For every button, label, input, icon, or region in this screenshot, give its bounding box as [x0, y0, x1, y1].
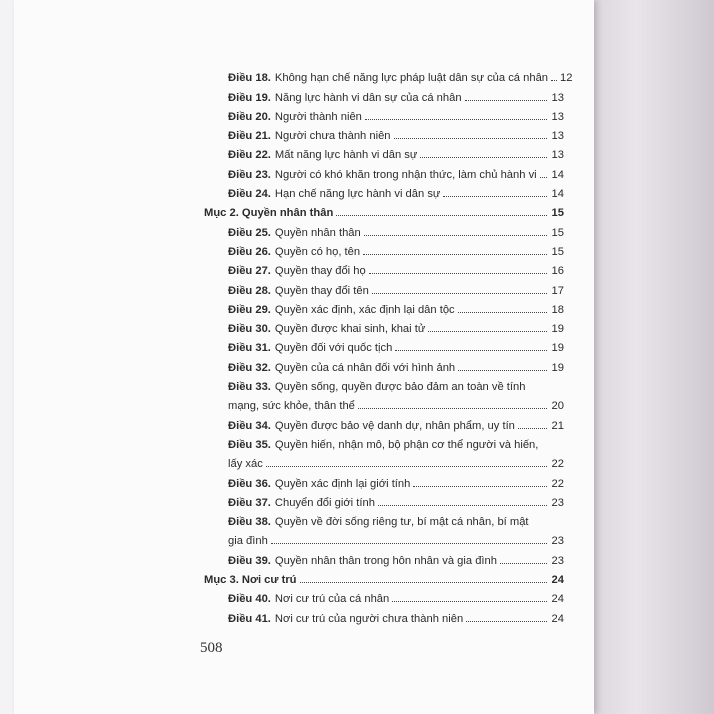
article-title: Quyền nhân thân — [274, 226, 361, 239]
article-number: Điều 20. — [228, 110, 271, 123]
dot-leader — [413, 486, 547, 487]
page-ref: 16 — [551, 265, 564, 278]
dot-leader — [458, 370, 547, 371]
toc-entry-row — [204, 104, 564, 123]
toc-entry-row — [204, 142, 564, 161]
toc-entry-line-1 — [228, 432, 564, 451]
article-number: Điều 35. — [228, 438, 271, 451]
article-title: Quyền hiến, nhận mô, bộ phận cơ thể người và hiến, — [274, 438, 539, 451]
article-title: Quyền được khai sinh, khai tử — [274, 323, 426, 336]
dot-leader — [428, 331, 547, 332]
page-ref: 13 — [551, 149, 564, 162]
article-number: Điều 32. — [228, 361, 271, 374]
page-ref: 15 — [551, 245, 564, 258]
page-ref: 14 — [551, 168, 564, 181]
dot-leader — [378, 505, 547, 506]
article-title: Quyền thay đổi tên — [274, 284, 369, 297]
toc-entry-row — [204, 65, 573, 85]
page-ref: 15 — [551, 207, 564, 220]
article-number: Điều 33. — [228, 381, 271, 394]
dot-leader — [394, 138, 547, 139]
toc-entry-line-1 — [228, 509, 564, 528]
toc-entry-row — [204, 161, 564, 180]
article-number: Điều 28. — [228, 284, 271, 297]
article-number: Điều 25. — [228, 226, 271, 239]
dot-leader — [300, 582, 547, 583]
article-number: Điều 31. — [228, 342, 271, 355]
article-number: Điều 26. — [228, 245, 271, 258]
dot-leader — [551, 80, 557, 81]
article-title: Người thành niên — [274, 110, 362, 123]
dot-leader — [466, 621, 547, 622]
article-title: Quyền được bảo vệ danh dự, nhân phẩm, uy tín — [274, 419, 515, 432]
dot-leader — [395, 350, 547, 351]
page-ref: 13 — [551, 110, 564, 123]
article-title: Quyền sống, quyền được bảo đảm an toàn về tính — [274, 381, 526, 394]
article-title: Người chưa thành niên — [274, 130, 391, 143]
page-number: 508 — [200, 640, 223, 656]
article-number: Điều 39. — [228, 554, 271, 567]
page-ref: 13 — [551, 130, 564, 143]
dot-leader — [336, 215, 547, 216]
toc-entry-row — [204, 412, 564, 431]
toc-entry-row — [204, 84, 564, 103]
table-of-contents — [204, 65, 573, 625]
toc-entry-row — [204, 219, 564, 238]
toc-entry-line-2 — [228, 528, 564, 547]
article-title: Chuyển đổi giới tính — [274, 496, 375, 509]
page-ref: 17 — [551, 284, 564, 297]
dot-leader — [266, 466, 547, 467]
article-number: Điều 36. — [228, 477, 271, 490]
article-title: Năng lực hành vi dân sự của cá nhân — [274, 91, 462, 104]
toc-entry-row — [204, 490, 564, 509]
toc-entry-row — [204, 316, 564, 335]
page-ref: 13 — [551, 91, 564, 104]
article-number: Điều 40. — [228, 593, 271, 606]
article-number: Điều 41. — [228, 612, 271, 625]
article-number: Điều 30. — [228, 323, 271, 336]
page-ref: 22 — [551, 477, 564, 490]
article-title: Nơi cư trú của cá nhân — [274, 593, 390, 606]
dot-leader — [372, 293, 547, 294]
toc-entry-row — [204, 258, 564, 277]
article-number: Điều 27. — [228, 265, 271, 278]
article-number: Điều 34. — [228, 419, 271, 432]
article-title: Người có khó khăn trong nhận thức, làm chủ hành vi — [274, 168, 537, 181]
toc-section-row — [204, 200, 564, 219]
article-number: Điều 23. — [228, 168, 271, 181]
dot-leader — [358, 408, 547, 409]
toc-entry-row — [204, 354, 564, 373]
page-ref: 24 — [551, 593, 564, 606]
section-title: Mục 3. Nơi cư trú — [204, 574, 297, 587]
article-title: Quyền có họ, tên — [274, 245, 361, 258]
dot-leader — [500, 563, 547, 564]
toc-entry-row — [204, 277, 564, 296]
article-title: Nơi cư trú của người chưa thành niên — [274, 612, 464, 625]
dot-leader — [540, 177, 547, 178]
article-title: Quyền về đời sống riêng tư, bí mật cá nhân, bí mật — [274, 516, 529, 529]
dot-leader — [443, 196, 547, 197]
page-ref: 19 — [551, 361, 564, 374]
toc-entry-row — [204, 470, 564, 489]
toc-entry-row — [204, 547, 564, 566]
dot-leader — [363, 254, 547, 255]
dot-leader — [465, 100, 547, 101]
page-ref: 19 — [551, 342, 564, 355]
toc-entry-row — [204, 297, 564, 316]
article-number: Điều 22. — [228, 149, 271, 162]
page-ref: 15 — [551, 226, 564, 239]
toc-entry-row — [204, 509, 564, 548]
page-ref: 21 — [551, 419, 564, 432]
dot-leader — [392, 601, 547, 602]
page-ref: 24 — [551, 574, 564, 587]
article-number: Điều 38. — [228, 516, 271, 529]
article-number: Điều 19. — [228, 91, 271, 104]
page-ref: 18 — [551, 303, 564, 316]
page-ref: 22 — [551, 458, 564, 471]
dot-leader — [271, 543, 547, 544]
toc-entry-row — [204, 605, 564, 624]
book-page — [14, 0, 594, 714]
page-ref: 23 — [551, 535, 564, 548]
page-ref: 24 — [551, 612, 564, 625]
toc-entry-row — [204, 335, 564, 354]
page-ref: 23 — [551, 554, 564, 567]
dot-leader — [518, 428, 547, 429]
article-number: Điều 21. — [228, 130, 271, 143]
toc-entry-row — [204, 239, 564, 258]
toc-entry-row — [204, 374, 564, 413]
article-title: Quyền của cá nhân đối với hình ảnh — [274, 361, 456, 374]
toc-entry-row — [204, 432, 564, 471]
article-number: Điều 18. — [228, 72, 271, 85]
article-title: Quyền thay đổi họ — [274, 265, 366, 278]
dot-leader — [364, 235, 547, 236]
toc-entry-row — [204, 123, 564, 142]
article-title: Quyền xác định, xác định lại dân tộc — [274, 303, 455, 316]
page-ref: 23 — [551, 496, 564, 509]
article-number: Điều 24. — [228, 188, 271, 201]
toc-entry-line-1 — [228, 374, 564, 393]
dot-leader — [365, 119, 547, 120]
article-title-continued: lấy xác — [228, 458, 263, 471]
page-ref: 14 — [551, 188, 564, 201]
toc-section-row — [204, 567, 564, 586]
dot-leader — [458, 312, 547, 313]
page-ref: 12 — [560, 72, 573, 85]
article-title-continued: mạng, sức khỏe, thân thể — [228, 400, 355, 413]
toc-entry-line-2 — [228, 451, 564, 470]
background-edge — [584, 0, 714, 714]
article-title: Không hạn chế năng lực pháp luật dân sự của cá nhân — [274, 72, 549, 85]
article-title: Quyền xác định lại giới tính — [274, 477, 411, 490]
article-title: Mất năng lực hành vi dân sự — [274, 149, 418, 162]
article-title-continued: gia đình — [228, 535, 268, 548]
article-number: Điều 37. — [228, 496, 271, 509]
page-ref: 20 — [551, 400, 564, 413]
article-number: Điều 29. — [228, 303, 271, 316]
dot-leader — [420, 157, 547, 158]
section-title: Mục 2. Quyền nhân thân — [204, 207, 334, 220]
toc-entry-line-2 — [228, 393, 564, 412]
page-ref: 19 — [551, 323, 564, 336]
toc-entry-row — [204, 586, 564, 605]
dot-leader — [369, 273, 547, 274]
article-title: Quyền đối với quốc tịch — [274, 342, 393, 355]
article-title: Hạn chế năng lực hành vi dân sự — [274, 188, 441, 201]
article-title: Quyền nhân thân trong hôn nhân và gia đình — [274, 554, 497, 567]
toc-entry-row — [204, 181, 564, 200]
